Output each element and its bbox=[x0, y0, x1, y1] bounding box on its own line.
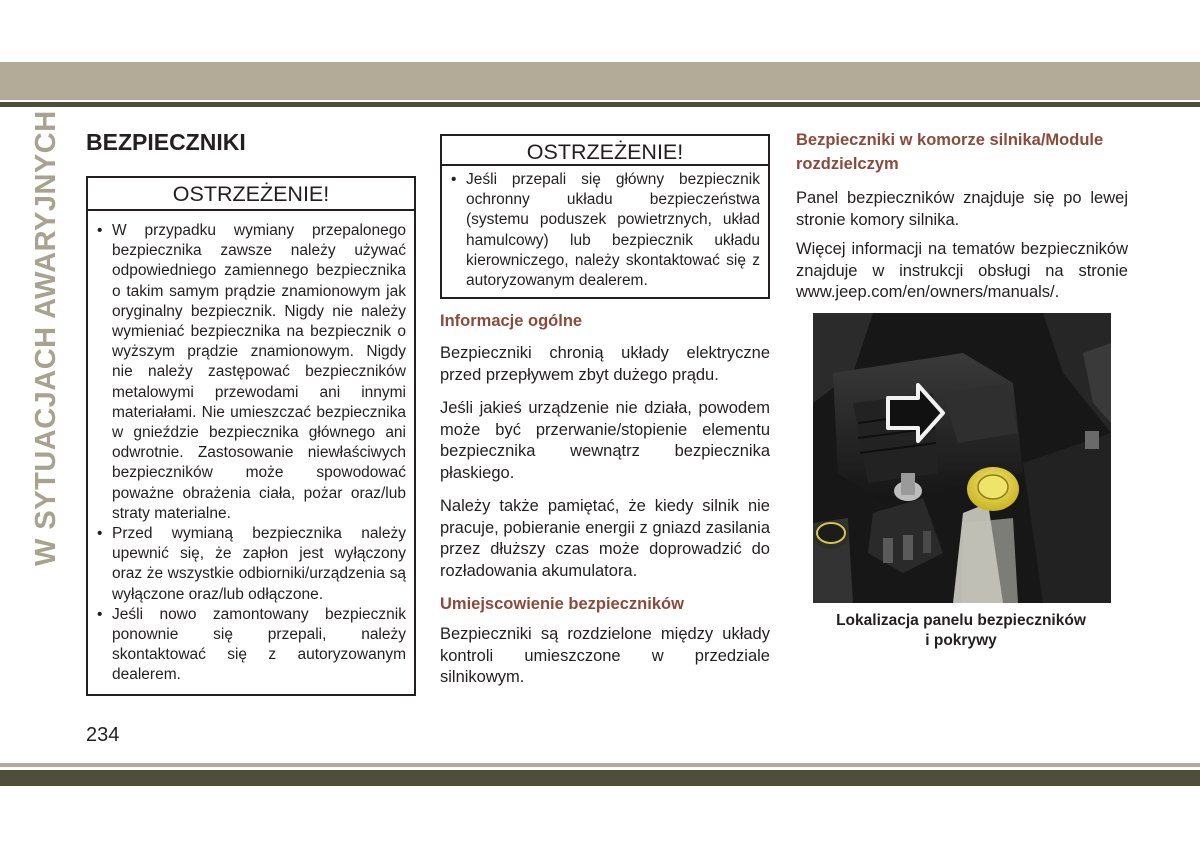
section-heading-location: Umiejscowienie bezpieczników bbox=[440, 595, 684, 614]
page-number: 234 bbox=[86, 724, 120, 746]
warning-item bbox=[96, 221, 406, 524]
caption-line: i pokrywy bbox=[925, 632, 997, 649]
warning-box-2 bbox=[440, 134, 770, 299]
warning-item bbox=[96, 605, 406, 686]
paragraph: Należy także pamiętać, że kiedy silnik nie pracuje, pobieranie energii z gniazd zasilania przez dłuższy czas może doprowadzić do rozładowania akumulatora. bbox=[440, 497, 770, 580]
section-side-title: W SYTUACJACH AWARYJNYCH bbox=[30, 110, 62, 566]
page-title: BEZPIECZNIKI bbox=[86, 129, 246, 155]
header-band bbox=[0, 62, 1200, 100]
paragraph: Więcej informacji na tematów bezpieczników znajduje w instrukcji obsługi na stronie www.jeep.com/en/owners/manuals/. bbox=[796, 240, 1128, 301]
warning-item-text: Jeśli nowo zamontowany bezpiecznik ponownie się przepali, należy skontaktować się z autoryzowanym dealerem. bbox=[112, 605, 406, 684]
paragraph: Bezpieczniki chronią układy elektryczne przed przepływem zbyt dużego prądu. bbox=[440, 344, 770, 384]
section-heading-general: Informacje ogólne bbox=[440, 312, 583, 331]
warning-list bbox=[88, 211, 414, 694]
paragraph: Bezpieczniki są rozdzielone między układy kontroli umieszczone w przedziale silnikowym. bbox=[440, 625, 770, 687]
engine-compartment-photo bbox=[813, 313, 1111, 603]
warning-item-text: Jeśli przepali się główny bezpiecznik ochronny układu bezpieczeństwa (systemu poduszek powietrznych, układ hamulcowy) lub bezpiecznik układu kierowniczego, należy skontaktować się z autoryzowanym dealerem. bbox=[466, 171, 760, 290]
paragraph: Jeśli jakieś urządzenie nie działa, powodem może być przerwanie/stopienie elementu bezpiecznika wewnątrz bezpiecznika płaskiego. bbox=[440, 399, 770, 482]
warning-item bbox=[96, 524, 406, 605]
caption-line: Lokalizacja panelu bezpieczników bbox=[836, 612, 1086, 629]
column-left bbox=[86, 128, 416, 696]
warning-box-1 bbox=[86, 176, 416, 696]
column-middle bbox=[440, 134, 770, 689]
warning-heading: OSTRZEŻENIE! bbox=[88, 178, 414, 211]
warning-heading: OSTRZEŻENIE! bbox=[442, 136, 768, 166]
warning-item bbox=[450, 170, 760, 291]
bullet-icon: • bbox=[97, 605, 103, 623]
section-heading-engine-fuses: Bezpieczniki w komorze silnika/Module rozdzielczym bbox=[796, 131, 1104, 173]
engine-compartment-illustration bbox=[813, 313, 1111, 603]
bullet-icon: • bbox=[97, 525, 103, 543]
header-rule bbox=[0, 102, 1200, 107]
bullet-icon: • bbox=[451, 171, 457, 188]
bullet-icon: • bbox=[97, 222, 103, 239]
footer-rule bbox=[0, 763, 1200, 767]
warning-list bbox=[442, 166, 768, 297]
warning-item-text: Przed wymianą bezpiecznika należy upewnić się, że zapłon jest wyłączony oraz że wszystkie odbiorniki/urządzenia są wyłączone oraz/lub odłączone. bbox=[112, 525, 406, 603]
warning-item-text: W przypadku wymiany przepalonego bezpiecznika zawsze należy używać odpowiedniego zamiennego bezpiecznika o takim samym prądzie znamionowym jak oryginalny bezpiecznik. Nigdy nie należy wymieniać bezpiecznika na bezpiecznik o wyższym prądzie znamionowym. Nigdy nie należy zastępować bezpieczników metalowymi przewodami ani innymi materiałami. Nie umieszczać bezpiecznika w gnieździe bezpiecznika głównego ani odwrotnie. Zastosowanie niewłaściwych bezpieczników może spowodować poważne obrażenia ciała, pożar oraz/lub straty materialne. bbox=[112, 222, 406, 522]
column-right bbox=[796, 128, 1128, 304]
photo-caption bbox=[805, 611, 1117, 651]
paragraph: Panel bezpieczników znajduje się po lewej stronie komory silnika. bbox=[796, 189, 1128, 229]
footer-band bbox=[0, 770, 1200, 786]
